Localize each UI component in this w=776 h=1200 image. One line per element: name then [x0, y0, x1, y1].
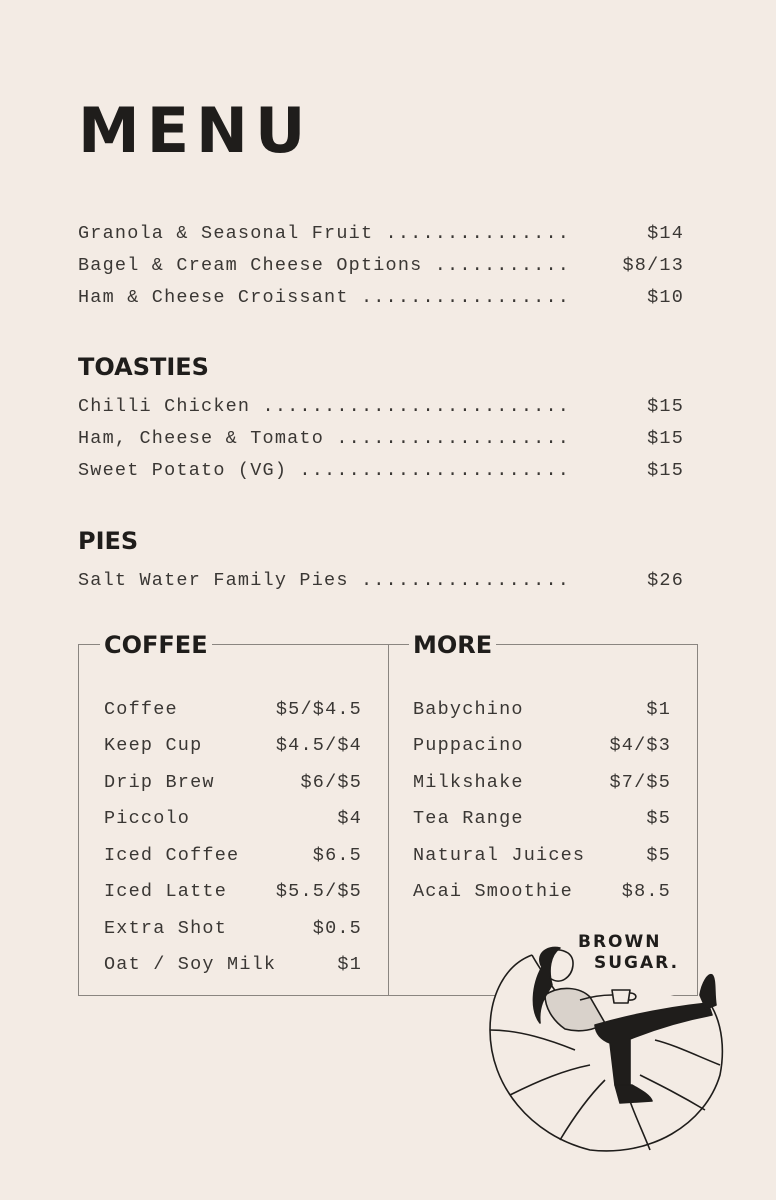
- menu-item: [78, 430, 684, 449]
- list-item: [104, 774, 362, 793]
- item-name: Milkshake: [413, 772, 524, 793]
- woman-with-coffee-illustration: [480, 945, 730, 1160]
- item-name: Iced Coffee: [104, 845, 240, 866]
- item-price: $14: [647, 223, 684, 244]
- section-title-toasties: TOASTIES: [78, 353, 209, 381]
- item-price: $4: [337, 808, 362, 829]
- column-divider: [388, 645, 389, 995]
- item-name: Extra Shot: [104, 918, 228, 939]
- list-item: [104, 956, 362, 975]
- item-name: Piccolo: [104, 808, 191, 829]
- item-name: Puppacino: [413, 735, 524, 756]
- item-price: $8/13: [622, 255, 684, 276]
- list-item: [413, 701, 671, 720]
- item-price: $4.5/$4: [275, 735, 362, 756]
- item-name: Granola & Seasonal Fruit ...............: [78, 223, 571, 244]
- item-price: $8.5: [621, 881, 671, 902]
- list-item: [104, 810, 362, 829]
- item-name: Babychino: [413, 699, 524, 720]
- item-name: Oat / Soy Milk: [104, 954, 277, 975]
- item-name: Tea Range: [413, 808, 524, 829]
- item-name: Keep Cup: [104, 735, 203, 756]
- item-price: $6/$5: [300, 772, 362, 793]
- section-title-coffee: COFFEE: [100, 633, 212, 657]
- menu-item: [78, 398, 684, 417]
- list-item: [104, 847, 362, 866]
- menu-item: [78, 289, 684, 308]
- menu-item: [78, 572, 684, 591]
- list-item: [413, 883, 671, 902]
- menu-item: [78, 225, 684, 244]
- section-title-pies: PIES: [78, 527, 139, 555]
- list-item: [413, 737, 671, 756]
- list-item: [413, 847, 671, 866]
- list-item: [413, 810, 671, 829]
- menu-item: [78, 462, 684, 481]
- menu-title: MENU: [78, 94, 313, 167]
- item-price: $4/$3: [609, 735, 671, 756]
- item-price: $5: [646, 808, 671, 829]
- logo-line-1: BROWN: [578, 932, 662, 952]
- item-price: $1: [337, 954, 362, 975]
- item-price: $5: [646, 845, 671, 866]
- item-name: Coffee: [104, 699, 178, 720]
- item-price: $5.5/$5: [275, 881, 362, 902]
- list-item: [104, 701, 362, 720]
- item-price: $6.5: [312, 845, 362, 866]
- item-name: Ham & Cheese Croissant .................: [78, 287, 571, 308]
- item-name: Salt Water Family Pies .................: [78, 570, 571, 591]
- item-name: Acai Smoothie: [413, 881, 573, 902]
- list-item: [104, 883, 362, 902]
- item-name: Ham, Cheese & Tomato ...................: [78, 428, 571, 449]
- item-name: Iced Latte: [104, 881, 228, 902]
- item-name: Bagel & Cream Cheese Options ...........: [78, 255, 571, 276]
- item-price: $0.5: [312, 918, 362, 939]
- item-price: $1: [646, 699, 671, 720]
- item-name: Natural Juices: [413, 845, 586, 866]
- item-name: Sweet Potato (VG) ......................: [78, 460, 571, 481]
- brand-logo: [578, 932, 679, 974]
- item-price: $7/$5: [609, 772, 671, 793]
- list-item: [104, 920, 362, 939]
- item-price: $15: [647, 396, 684, 417]
- logo-line-2: SUGAR.: [594, 953, 680, 973]
- section-title-more: MORE: [409, 633, 496, 657]
- menu-item: [78, 257, 684, 276]
- item-price: $26: [647, 570, 684, 591]
- item-price: $10: [647, 287, 684, 308]
- item-price: $15: [647, 428, 684, 449]
- list-item: [413, 774, 671, 793]
- item-name: Chilli Chicken .........................: [78, 396, 571, 417]
- list-item: [104, 737, 362, 756]
- item-name: Drip Brew: [104, 772, 215, 793]
- item-price: $15: [647, 460, 684, 481]
- item-price: $5/$4.5: [275, 699, 362, 720]
